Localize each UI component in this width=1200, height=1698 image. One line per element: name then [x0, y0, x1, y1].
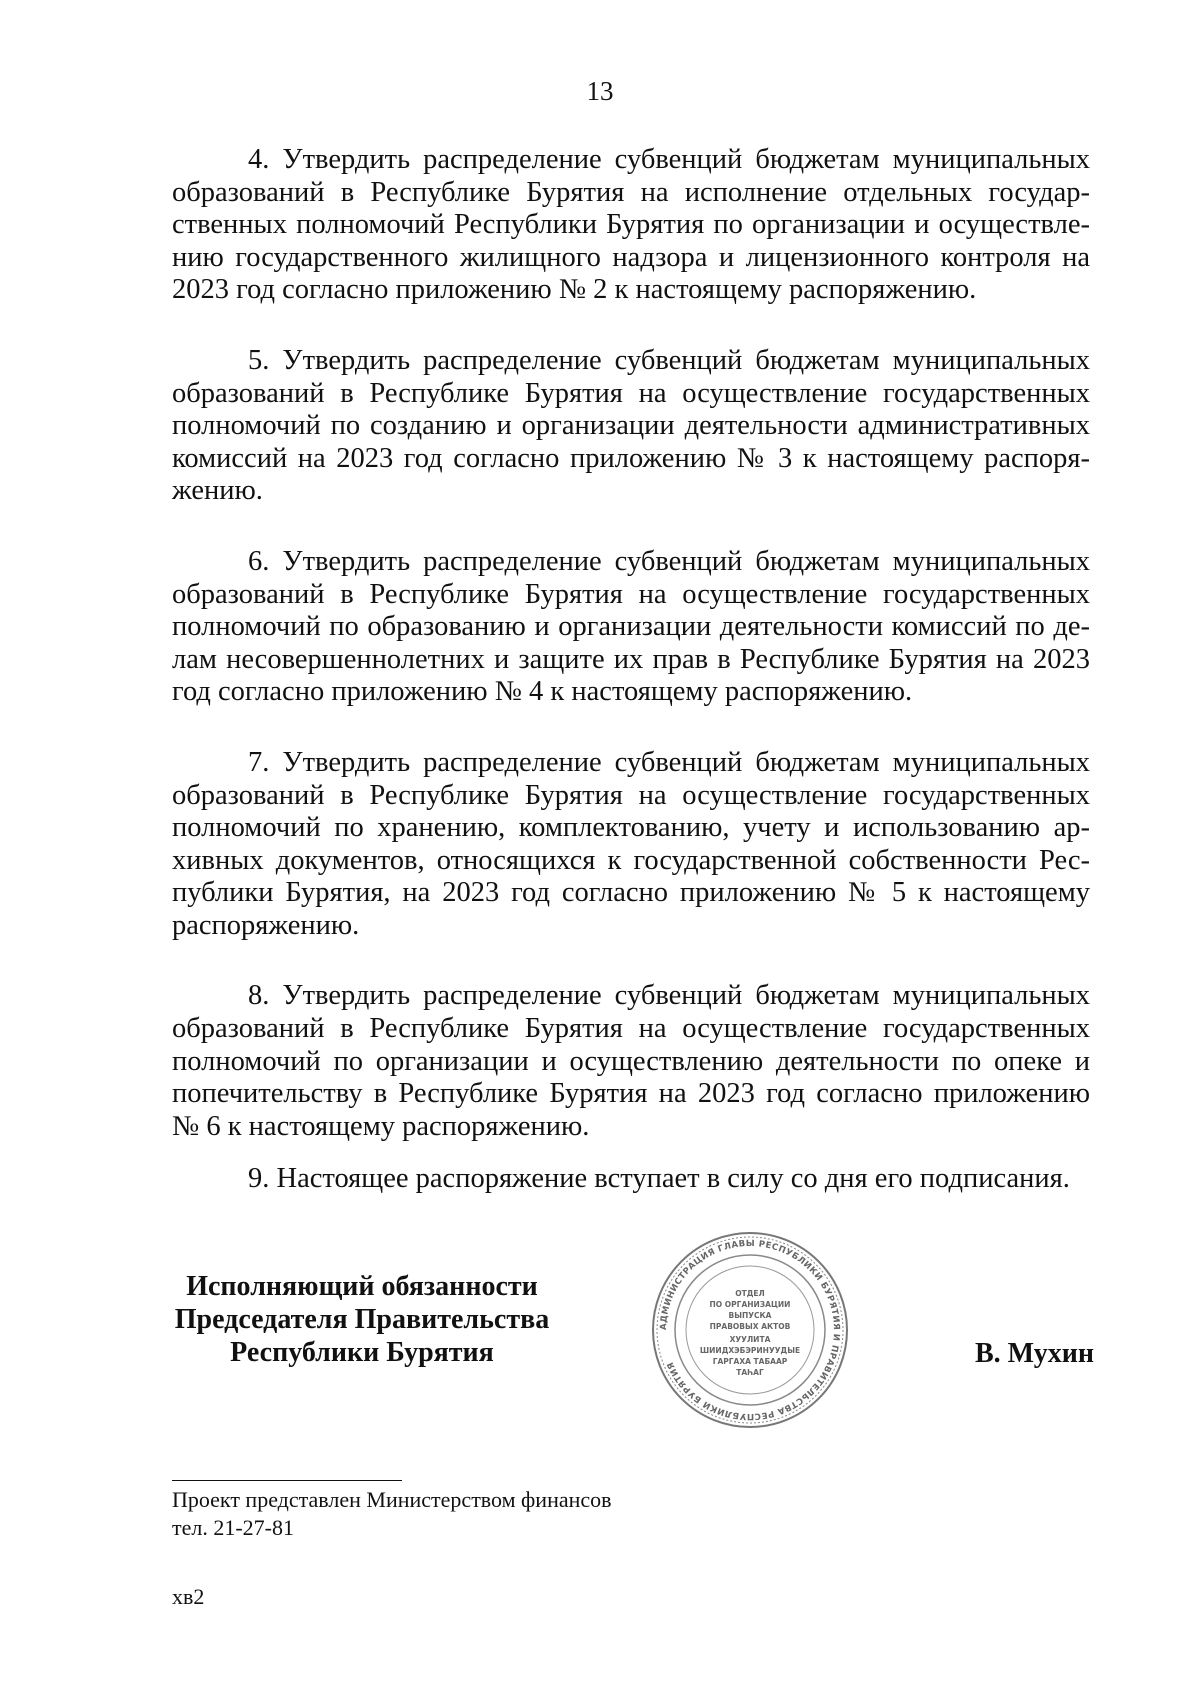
signatory-title-line: Председателя Правительства: [174, 1304, 550, 1335]
footnote-line: тел. 21-27-81: [172, 1515, 295, 1540]
signatory-title-line: Республики Бурятия: [230, 1337, 494, 1368]
page-number: 13: [586, 76, 614, 106]
paragraph-4: 4. Утвердить распределение субвенций бюджетам муниципальных образований в Республике Бурятия на исполнение отдельных государственных полномочий Республики Бурятия по организации и осуществлению государственного жилищного надзора и лицензионного контроля на 2023 год согласно приложению № 2 к настоящему распоряжению.: [172, 144, 1090, 306]
seal-center-line: ПО ОРГАНИЗАЦИИ: [709, 1300, 791, 1309]
signatory-title-line: Исполняющий обязанности: [186, 1271, 538, 1302]
paragraph-9: 9. Настоящее распоряжение вступает в силу со дня его подписания.: [248, 1163, 1070, 1195]
seal-center-line: ГАРГАХА ТАБААР: [712, 1357, 788, 1366]
document-code: хв2: [172, 1584, 205, 1609]
official-seal: [650, 1230, 850, 1430]
seal-outer-text: АДМИНИСТРАЦИЯ ГЛАВЫ РЕСПУБЛИКИ БУРЯТИЯ И ПРАВИТЕЛЬСТВА РЕСПУБЛИКИ БУРЯТИЯ: [658, 1238, 842, 1422]
seal-center-line: ПРАВОВЫХ АКТОВ: [709, 1322, 791, 1331]
seal-center-line: ОТДЕЛ: [735, 1289, 765, 1298]
footnote: [172, 1486, 612, 1542]
paragraph-6: 6. Утвердить распределение субвенций бюджетам муниципальных образований в Республике Бурятия на осуществление государственных полномочий по образованию и организации деятельности комиссий по делам несовершеннолетних и защите их прав в Республике Бурятия на 2023 год согласно приложению № 4 к настоящему распоряжению.: [172, 545, 1090, 708]
seal-center-line: ХУУЛИТА: [729, 1335, 771, 1344]
paragraph-8: 8. Утвердить распределение субвенций бюджетам муниципальных образований в Республике Бурятия на осуществление государственных полномочий по организации и осуществлению деятельности по опеке и попечительству в Республике Бурятия на 2023 год согласно приложению № 6 к настоящему распоряжению.: [172, 980, 1090, 1142]
signatory-name: В. Мухин: [975, 1338, 1094, 1369]
document-body: [172, 144, 1090, 1196]
signatory-title: [172, 1270, 552, 1369]
footnote-line: Проект представлен Министерством финансов: [172, 1487, 612, 1512]
seal-center-line: ВЫПУСКА: [728, 1311, 772, 1320]
paragraph-7: 7. Утвердить распределение субвенций бюджетам муниципальных образований в Республике Бурятия на осуществление государственных полномочий по хранению, комплектованию, учету и использованию архивных документов, относящихся к государственной собственности Республики Бурятия, на 2023 год согласно приложению № 5 к настоящему распоряжению.: [172, 746, 1090, 941]
footnote-divider: [172, 1480, 402, 1481]
seal-center-line: ТАҺАГ: [736, 1368, 764, 1377]
seal-center-line: ШИИДХЭБЭРИНУУДЫЕ: [699, 1346, 801, 1355]
paragraph-5: 5. Утвердить распределение субвенций бюджетам муниципальных образований в Республике Бурятия на осуществление государственных полномочий по созданию и организации деятельности административных комиссий на 2023 год согласно приложению № 3 к настоящему распоряжению.: [172, 344, 1090, 507]
